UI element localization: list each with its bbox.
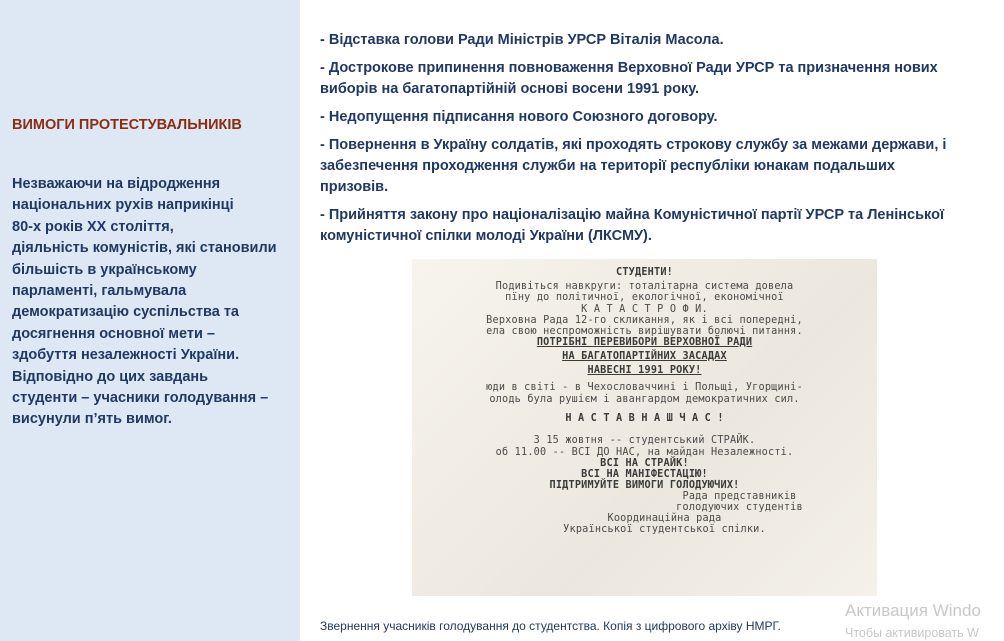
demand-item: - Прийняття закону про націоналізацію майна Комуністичної партії УРСР та Ленінської комуністичної спілки молоді України (ЛКСМУ). bbox=[320, 207, 945, 244]
leaflet-line: Подивіться навкруги: тоталітарна система довела bbox=[495, 281, 794, 292]
demands-list bbox=[320, 30, 960, 254]
leaflet-line: Н А С Т А В Н А Ш Ч А С ! bbox=[565, 413, 724, 424]
leaflet-line: пїну до політичної, екологічної, економічної bbox=[505, 292, 784, 303]
demand-item: - Повернення в Україну солдатів, які проходять строкову службу за межами держави, і забезпечення проходження служби на території республіки юнакам подальших призовів. bbox=[320, 137, 947, 195]
leaflet-line: Верховна Рада 12-го скликання, як і всі попередні, bbox=[486, 315, 803, 326]
left-panel bbox=[0, 0, 300, 641]
section-intro-text: Незважаючи на відродження національних рухів наприкінці 80-х років ХХ століття, діяльність комуністів, які становили більшість в українському парламенті, гальмувала демократизацію суспільства та досягнення основної мети – здобуття незалежності України. Відповідно до цих завдань студенти – учасники голодування – висунули п’ять вимог. bbox=[12, 176, 277, 428]
leaflet-line: ПОТРІБНІ ПЕРЕВИБОРИ ВЕРХОВНОЇ РАДИ bbox=[536, 337, 753, 348]
windows-activation-watermark: Активация Windo bbox=[845, 601, 981, 620]
leaflet-line: СТУДЕНТИ! bbox=[615, 267, 673, 278]
leaflet-line: НАВЕСНІ 1991 РОКУ! bbox=[587, 365, 702, 376]
leaflet-line: юди в світі - в Чехословаччині і Польщі, Угорщині- bbox=[486, 382, 803, 393]
image-caption: Звернення учасників голодування до студентства. Копія з цифрового архіву НМРГ. bbox=[320, 619, 781, 633]
leaflet-line: НА БАГАТОПАРТІЙНИХ ЗАСАДАХ bbox=[562, 351, 727, 362]
leaflet-line: Координаційна рада bbox=[607, 513, 722, 524]
windows-activation-subtitle: Чтобы активировать W bbox=[845, 626, 979, 640]
leaflet-line: ВСІ НА МАНІФЕСТАЦІЮ! bbox=[581, 469, 708, 480]
leaflet-line: К А Т А С Т Р О Ф И. bbox=[581, 304, 708, 315]
leaflet-line: голодуючих студентів bbox=[676, 502, 803, 513]
leaflet-line: олодь була рушієм і авангардом демократичних сил. bbox=[489, 394, 800, 405]
leaflet-line: об 11.00 -- ВСІ ДО НАС, на майдан Незалежності. bbox=[495, 447, 794, 458]
leaflet-line: З 15 жовтня -- студентський СТРАЙК. bbox=[533, 435, 756, 446]
leaflet-line: Рада представників bbox=[682, 491, 797, 502]
demand-item: - Відставка голови Ради Міністрів УРСР Віталія Масола. bbox=[320, 32, 724, 48]
section-title: ВИМОГИ ПРОТЕСТУВАЛЬНИКІВ bbox=[12, 117, 242, 133]
demand-item: - Дострокове припинення повноваження Верховної Ради УРСР та призначення нових виборів на багатопартійній основі восени 1991 року. bbox=[320, 60, 938, 97]
leaflet-line: ВСІ НА СТРАЙК! bbox=[600, 458, 689, 469]
leaflet-line: Української студентської спілки. bbox=[563, 524, 766, 535]
leaflet-image bbox=[412, 259, 877, 596]
demand-item: - Недопущення підписання нового Союзного договору. bbox=[320, 109, 718, 125]
leaflet-line: ела свою неспроможність вирішувати болючі питання. bbox=[486, 326, 803, 337]
leaflet-line: ПІДТРИМУЙТЕ ВИМОГИ ГОЛОДУЮЧИХ! bbox=[549, 480, 740, 491]
